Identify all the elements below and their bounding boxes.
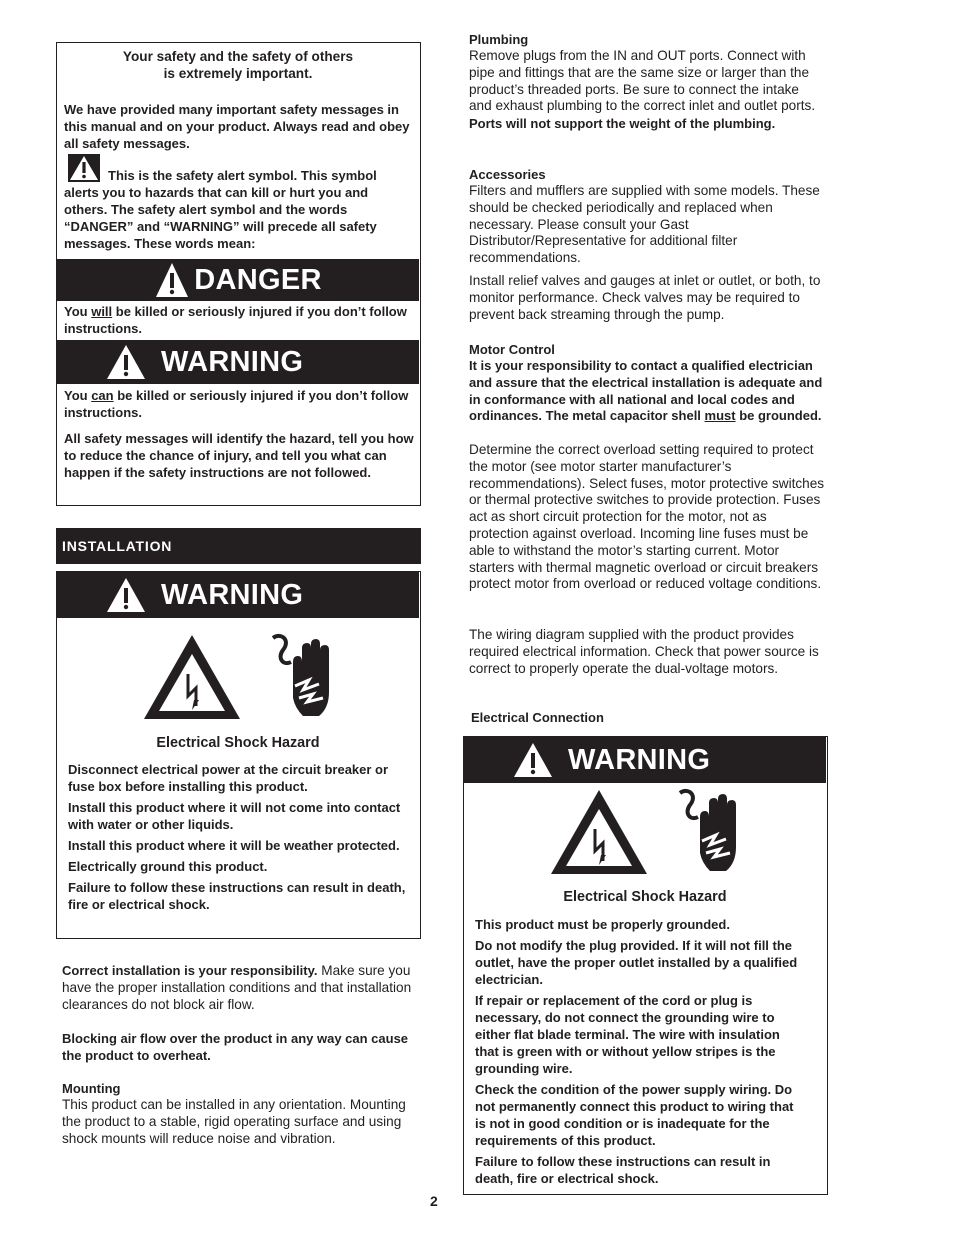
electrical-warning-banner bbox=[464, 737, 826, 783]
accessories-text: Filters and mufflers are supplied with some models. These should be checked periodically and replaced when necessary. Please consult your Gast Distributor/Representative for additional filter recommendations. bbox=[469, 183, 820, 266]
installation-warning-item: Electrically ground this product. bbox=[68, 859, 268, 874]
safety-title: Your safety and the safety of others is extremely important. bbox=[122, 49, 354, 81]
installation-warning-item: Install this product where it will not come into contact with water or other liquids. bbox=[68, 800, 401, 832]
responsibility-paragraph: Correct installation is your responsibility. Make sure you have the proper installation conditions and that installation clearances do not block air flow. bbox=[62, 963, 412, 1012]
installation-warning-list bbox=[68, 761, 408, 913]
installation-header: INSTALLATION bbox=[56, 528, 421, 564]
safety-alert-text: This is the safety alert symbol. This symbol alerts you to hazards that can kill or hurt you and others. The safety alert symbol and the words “DANGER” and “WARNING” will precede all safety messages. These words mean: bbox=[64, 168, 377, 251]
safety-box bbox=[56, 42, 421, 506]
installation-warning-banner bbox=[57, 572, 419, 618]
danger-banner bbox=[57, 259, 419, 301]
mounting-heading: Mounting bbox=[62, 1081, 121, 1096]
electrical-warning-box bbox=[463, 736, 828, 1195]
danger-alert-icon bbox=[154, 261, 190, 299]
shocked-hand-icon bbox=[676, 787, 748, 875]
plumbing-text: Remove plugs from the IN and OUT ports. Connect with pipe and fittings that are the same size or larger than the product’s threaded ports. Be sure to connect the intake and exhaust plumbing to the correct inlet and outlet ports. Ports will not support the weight of the plumbing. bbox=[469, 48, 816, 132]
electrical-warning-item: If repair or replacement of the cord or plug is necessary, do not connect the grounding wire to either flat blade terminal. The wire with insulation that is green with or without yellow stripes is the grounding wire. bbox=[475, 993, 780, 1076]
installation-warning-item: Install this product where it will be weather protected. bbox=[68, 838, 400, 853]
installation-warning-box bbox=[56, 571, 421, 939]
motor-control-text: Determine the correct overload setting required to protect the motor (see motor starter manufacturer’s recommendations). Select fuses, motor protective switches or thermal protective switches to provide protection. Fuses act as short circuit protection for the motor, not as protection against overload. Incoming line fuses must be able to withstand the motor’s starting current. Motor starters with thermal magnetic overload or circuit breakers protect motor from overload or reduced voltage conditions. bbox=[469, 442, 825, 592]
page-number: 2 bbox=[430, 1193, 438, 1209]
electrical-warning-item: This product must be properly grounded. bbox=[475, 917, 730, 932]
electrical-hazard-title: Electrical Shock Hazard bbox=[563, 889, 727, 905]
safety-intro: We have provided many important safety messages in this manual and on your product. Always read and obey all safety messages. bbox=[64, 102, 410, 151]
danger-word: DANGER bbox=[194, 263, 322, 296]
shocked-hand-icon bbox=[269, 632, 341, 720]
installation-warning-item: Disconnect electrical power at the circuit breaker or fuse box before installing this product. bbox=[68, 762, 389, 794]
electrical-warning-list bbox=[475, 916, 805, 1187]
warning-word: WARNING bbox=[161, 345, 304, 378]
motor-control-bold-text: It is your responsibility to contact a qualified electrician and assure that the electrical installation is adequate and in conformance with all national and local codes and ordinances. The metal capacitor shell must be grounded. bbox=[469, 358, 823, 424]
warning-text: You can be killed or seriously injured if you don’t follow instructions. bbox=[64, 388, 409, 420]
electrical-warning-item: Check the condition of the power supply wiring. Do not permanently connect this product to wiring that is not in good condition or is inadequate for the requirements of this product. bbox=[475, 1082, 794, 1148]
warning-alert-icon bbox=[105, 576, 147, 614]
accessories-heading: Accessories bbox=[469, 167, 546, 182]
electrical-connection-heading: Electrical Connection bbox=[471, 710, 604, 725]
all-messages-text: All safety messages will identify the hazard, tell you how to reduce the chance of injury, and tell you what can happen if the safety instructions are not followed. bbox=[64, 431, 414, 480]
relief-valves-text: Install relief valves and gauges at inlet or outlet, or both, to monitor performance. Check valves may be required to prevent back streaming through the pump. bbox=[469, 273, 821, 322]
installation-warning-word: WARNING bbox=[161, 578, 304, 611]
shock-hazard-triangle-icon bbox=[141, 632, 243, 722]
electrical-warning-word: WARNING bbox=[568, 743, 711, 776]
plumbing-heading: Plumbing bbox=[469, 32, 529, 47]
electrical-warning-item: Do not modify the plug provided. If it will not fill the outlet, have the proper outlet installed by a qualified electrician. bbox=[475, 938, 798, 987]
airflow-warning: Blocking air flow over the product in any way can cause the product to overheat. bbox=[62, 1031, 409, 1063]
installation-warning-item: Failure to follow these instructions can result in death, fire or electrical shock. bbox=[68, 880, 406, 912]
motor-control-heading: Motor Control bbox=[469, 342, 555, 357]
electrical-warning-item: Failure to follow these instructions can result in death, fire or electrical shock. bbox=[475, 1154, 771, 1186]
mounting-text: This product can be installed in any orientation. Mounting the product to a stable, rigid operating surface and using shock mounts will reduce noise and vibration. bbox=[62, 1097, 406, 1146]
warning-alert-icon bbox=[105, 343, 147, 381]
warning-banner bbox=[57, 340, 419, 384]
danger-text: You will be killed or seriously injured if you don’t follow instructions. bbox=[64, 304, 407, 336]
warning-alert-icon bbox=[512, 741, 554, 779]
wiring-diagram-text: The wiring diagram supplied with the product provides required electrical information. Check that power source is correct to properly operate the dual-voltage motors. bbox=[469, 627, 819, 676]
installation-hazard-title: Electrical Shock Hazard bbox=[156, 735, 320, 751]
shock-hazard-triangle-icon bbox=[548, 787, 650, 877]
